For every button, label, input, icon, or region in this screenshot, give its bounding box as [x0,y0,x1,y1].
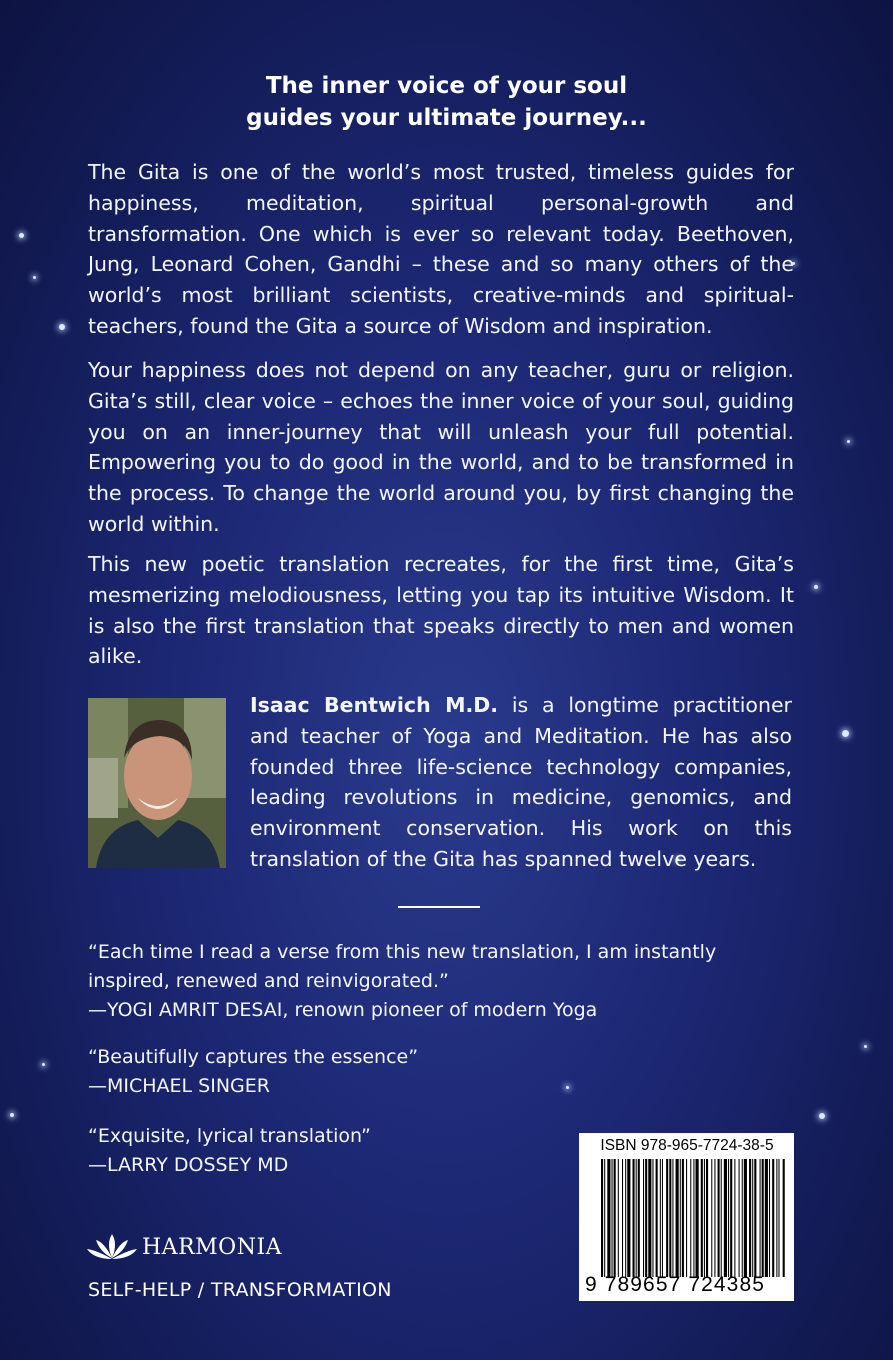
testimonial-quote: “Exquisite, lyrical translation” [88,1125,371,1147]
headline [0,70,893,134]
barcode-bar [754,1159,756,1277]
description-paragraph: This new poetic translation recreates, for the first time, Gita’s mesmerizing melodiousness, letting you tap its intuitive Wisdom. It is also the first translation that speaks directly to men and women alike. [88,552,794,669]
barcode-bar [676,1159,679,1277]
divider [398,906,480,908]
barcode-bar [704,1159,705,1277]
testimonial-attribution: —MICHAEL SINGER [88,1075,270,1097]
barcode-bar [645,1159,647,1277]
barcode-bar [690,1159,691,1277]
author-bio-text: is a longtime practitioner and teacher of Yoga and Meditation. He has also founded three life-science technology companies, leading revolutions in medicine, genomics, and environment conservation. His work on this translation of the Gita has spanned twelve years. [250,693,792,871]
star [847,440,850,443]
category-label: SELF-HELP / TRANSFORMATION [88,1279,392,1301]
barcode-bar [652,1159,653,1277]
author-name: Isaac Bentwich M.D. [250,693,499,717]
description-paragraph: Your happiness does not depend on any teacher, guru or religion. Gita’s still, clear voice – echoes the inner voice of your soul, guiding you on an inner-journey that will unleash your full potential. Empowering you to do good in the world, and to be transformed in the process. To change the world around you, by first changing the world within. [88,358,794,536]
barcode-bar [730,1159,732,1277]
testimonial-attribution: —LARRY DOSSEY MD [88,1154,289,1176]
isbn-label: ISBN 978-965-7724-38-5 [600,1137,774,1154]
barcode-bar [739,1159,740,1277]
barcode-bar [660,1159,661,1277]
star [864,1045,867,1048]
barcode-bar [622,1159,623,1277]
barcode-bar [711,1159,712,1277]
barcode-bar [765,1159,768,1277]
star [33,276,36,279]
barcode-bars [601,1159,785,1277]
barcode-bar [762,1159,764,1277]
barcode-bar [752,1159,753,1277]
star [814,585,818,589]
star [10,1113,14,1117]
barcode-bar [706,1159,708,1277]
barcode-bar [728,1159,729,1277]
barcode-bar [714,1159,715,1277]
barcode-bar [656,1159,658,1277]
author-bio [250,690,792,875]
publisher-logo [86,1232,282,1262]
headline-line-1: The inner voice of your soul [265,73,628,99]
barcode-bar [778,1159,779,1277]
barcode-bar [618,1159,619,1277]
barcode-bar [701,1159,703,1277]
star [59,324,65,330]
description-paragraph: The Gita is one of the world’s most trusted, timeless guides for happiness, meditation, spiritual personal-growth and transformation. One which is ever so relevant today. Beethoven, Jung, Leonard Cohen, Gandhi – these and so many others of the world’s most brilliant scientists, creative-minds and spiritual-teachers, found the Gita a source of Wisdom and inspiration. [88,160,794,338]
barcode-bar [636,1159,637,1277]
barcode-bar [604,1159,605,1277]
barcode-bar [696,1159,699,1277]
barcode-bar [718,1159,720,1277]
isbn-barcode [579,1133,794,1301]
barcode-bar [625,1159,626,1277]
barcode-bar [721,1159,722,1277]
testimonial [88,938,794,1025]
barcode-bar [734,1159,735,1277]
barcode-bar [744,1159,747,1277]
barcode-bar [783,1159,785,1277]
barcode-bar [776,1159,777,1277]
barcode-bar [760,1159,761,1277]
barcode-bar [724,1159,727,1277]
barcode-bar [772,1159,774,1277]
testimonial [88,1043,794,1101]
barcode-bar [601,1159,603,1277]
barcode-bar [643,1159,644,1277]
barcode-bar [612,1159,613,1277]
barcode-bar [607,1159,610,1277]
star [842,730,849,737]
lotus-icon [86,1232,138,1262]
barcode-bar [638,1159,640,1277]
star [819,1113,825,1119]
barcode-bar [666,1159,668,1277]
testimonial-quote: “Each time I read a verse from this new translation, I am instantly inspired, renewed and reinvigorated.” [88,941,717,992]
barcode-bar [669,1159,671,1277]
publisher-name: HARMONIA [142,1234,283,1260]
author-photo [88,698,226,868]
barcode-bar [682,1159,684,1277]
barcode-bar [662,1159,663,1277]
barcode-bar [633,1159,635,1277]
barcode-digits: 9 789657 724385 [585,1273,765,1296]
barcode-bar [693,1159,694,1277]
headline-line-2: guides your ultimate journey... [246,105,647,131]
barcode-bar [648,1159,651,1277]
testimonial-attribution: —YOGI AMRIT DESAI, renown pioneer of modern Yoga [88,999,598,1021]
star [42,1063,45,1066]
barcode-bar [672,1159,673,1277]
barcode-bar [686,1159,687,1277]
barcode-bar [680,1159,681,1277]
barcode-bar [749,1159,751,1277]
barcode-bar [742,1159,743,1277]
barcode-bar [769,1159,770,1277]
testimonial-quote: “Beautifully captures the essence” [88,1046,419,1068]
star [19,233,24,238]
barcode-bar [627,1159,630,1277]
barcode-bar [614,1159,616,1277]
